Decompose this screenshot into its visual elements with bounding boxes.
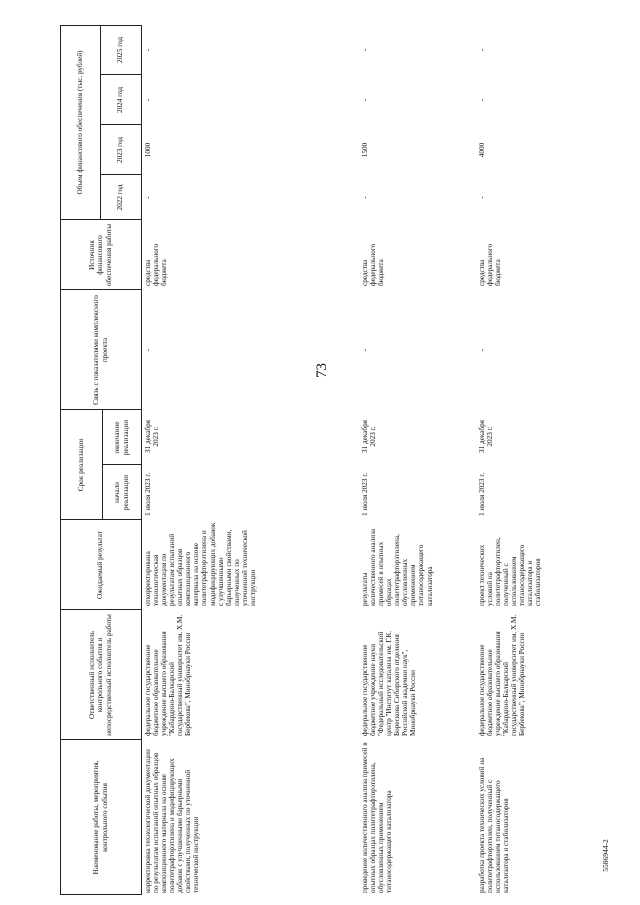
header-period: Срок реализации <box>76 438 85 492</box>
header-rule <box>102 464 141 465</box>
header-link: Связь с показателями комплексного проекта <box>92 295 109 405</box>
row-1-result: откорректирована технологическая документация по результатам испытаний опытных образцов композиционного материала на основе политетрафторэтилена и модифицирующих добавок с улучшенными барьерными свойствами, полученных по уточненной технической инструкции <box>144 522 257 606</box>
header-rule <box>60 739 141 740</box>
row-1-2022: - <box>144 196 152 199</box>
row-2-end: 31 декабря 2023 г. <box>361 420 378 453</box>
header-start: начало реализации <box>113 474 130 511</box>
row-3-2025: - <box>478 48 486 52</box>
header-executor: Ответственный исполнитель контрольного события и непосредственный исполнитель работы <box>88 614 113 736</box>
header-rule <box>60 519 141 520</box>
row-3-link: - <box>478 348 486 352</box>
row-1-source: средства федерального бюджета <box>144 243 169 286</box>
header-end: окончание реализации <box>113 419 130 456</box>
header-rule <box>60 409 141 410</box>
row-2-2025: - <box>361 48 369 52</box>
row-3-2022: - <box>478 196 486 199</box>
row-3-end: 31 декабря 2023 г. <box>478 420 495 453</box>
row-3-2023: 4000 <box>478 142 486 158</box>
header-rule <box>60 25 141 26</box>
row-2-executor: федеральное государственное бюджетное учреждение науки "Федеральный исследовательский центр "Институт катализа им. Г.К. Борескова Сибирского отделения Российской академии наук", Минобрнауки России <box>361 630 418 736</box>
row-1-2024: - <box>144 98 152 102</box>
header-name: Наименование работы, мероприятия, контрольного события <box>92 760 109 875</box>
header-funding: Объем финансового обеспечения (тыс. рублей) <box>75 50 84 195</box>
header-result: Ожидаемый результат <box>96 531 105 599</box>
row-3-name: разработка проекта технических условий на политетрафторэтилен, полученный с использованием титаносодержащего катализатора и стабилизаторов <box>478 757 511 893</box>
row-3-source: средства федерального бюджета <box>478 243 503 286</box>
header-rule <box>100 74 141 75</box>
row-3-executor: федеральное государственное бюджетное образовательное учреждение высшего образования "Кабардино-Балкарский государственный университет им. Х.М. Бербекова", Минобрнауки России <box>478 614 527 736</box>
header-2025: 2025 год <box>116 37 125 63</box>
header-2023: 2023 год <box>116 137 125 163</box>
header-bottom-rule <box>141 25 142 895</box>
row-2-link: - <box>361 348 369 352</box>
row-2-2024: - <box>361 98 369 102</box>
row-1-name: корректировка технологической документации по результатам испытаний опытных образцов композиционного материала на основе политетрафторэтилена и модифицирующих добавок с улучшенными барьерными свойствами, полученных по уточненной технической инструкции <box>144 749 201 893</box>
row-2-start: 1 июля 2023 г. <box>361 472 369 516</box>
funding-table <box>60 25 590 895</box>
header-source: Источник финансового обеспечения работы <box>88 223 113 287</box>
row-2-2022: - <box>361 196 369 199</box>
row-2-source: средства федерального бюджета <box>361 243 386 286</box>
funding-subheader-rule <box>100 25 101 220</box>
footer-code: 5586944-2 <box>600 838 610 872</box>
row-1-link: - <box>144 348 152 352</box>
row-1-2023: 1000 <box>144 142 152 158</box>
header-rule <box>100 124 141 125</box>
header-rule <box>60 894 141 895</box>
header-top-rule <box>60 25 61 895</box>
row-2-2023: 1500 <box>361 142 369 158</box>
header-rule <box>60 219 141 220</box>
row-3-start: 1 июля 2023 г. <box>478 472 486 516</box>
row-2-name: проведение количественного анализа примесей в опытных образцах политетрафторэтилена, обусловленных применением титаносодержащего катализатора <box>361 742 394 893</box>
row-1-end: 31 декабря 2023 г. <box>144 420 161 453</box>
table-viewport <box>60 25 590 895</box>
header-2022: 2022 год <box>116 184 125 211</box>
period-subheader-rule <box>102 410 103 520</box>
header-rule <box>100 174 141 175</box>
header-2024: 2024 год <box>116 87 125 113</box>
header-rule <box>60 609 141 610</box>
row-3-2024: - <box>478 98 486 102</box>
row-1-start: 1 июля 2023 г. <box>144 472 152 516</box>
header-rule <box>60 289 141 290</box>
page-number: 73 <box>313 362 330 378</box>
row-1-2025: - <box>144 48 152 52</box>
row-3-result: проект технических условий на политетрафторэтилен, полученный с использованием титаносодержащего катализатора и стабилизаторов <box>478 537 543 606</box>
row-2-result: результаты количественного анализа примесей в опытных образцах политетрафторэтилена, обусловленных применением титаносодержащего катализатора <box>361 528 434 606</box>
row-1-executor: федеральное государственное бюджетное образовательное учреждение высшего образования "Кабардино-Балкарский государственный университет им. Х.М. Бербекова", Минобрнауки России <box>144 614 193 736</box>
